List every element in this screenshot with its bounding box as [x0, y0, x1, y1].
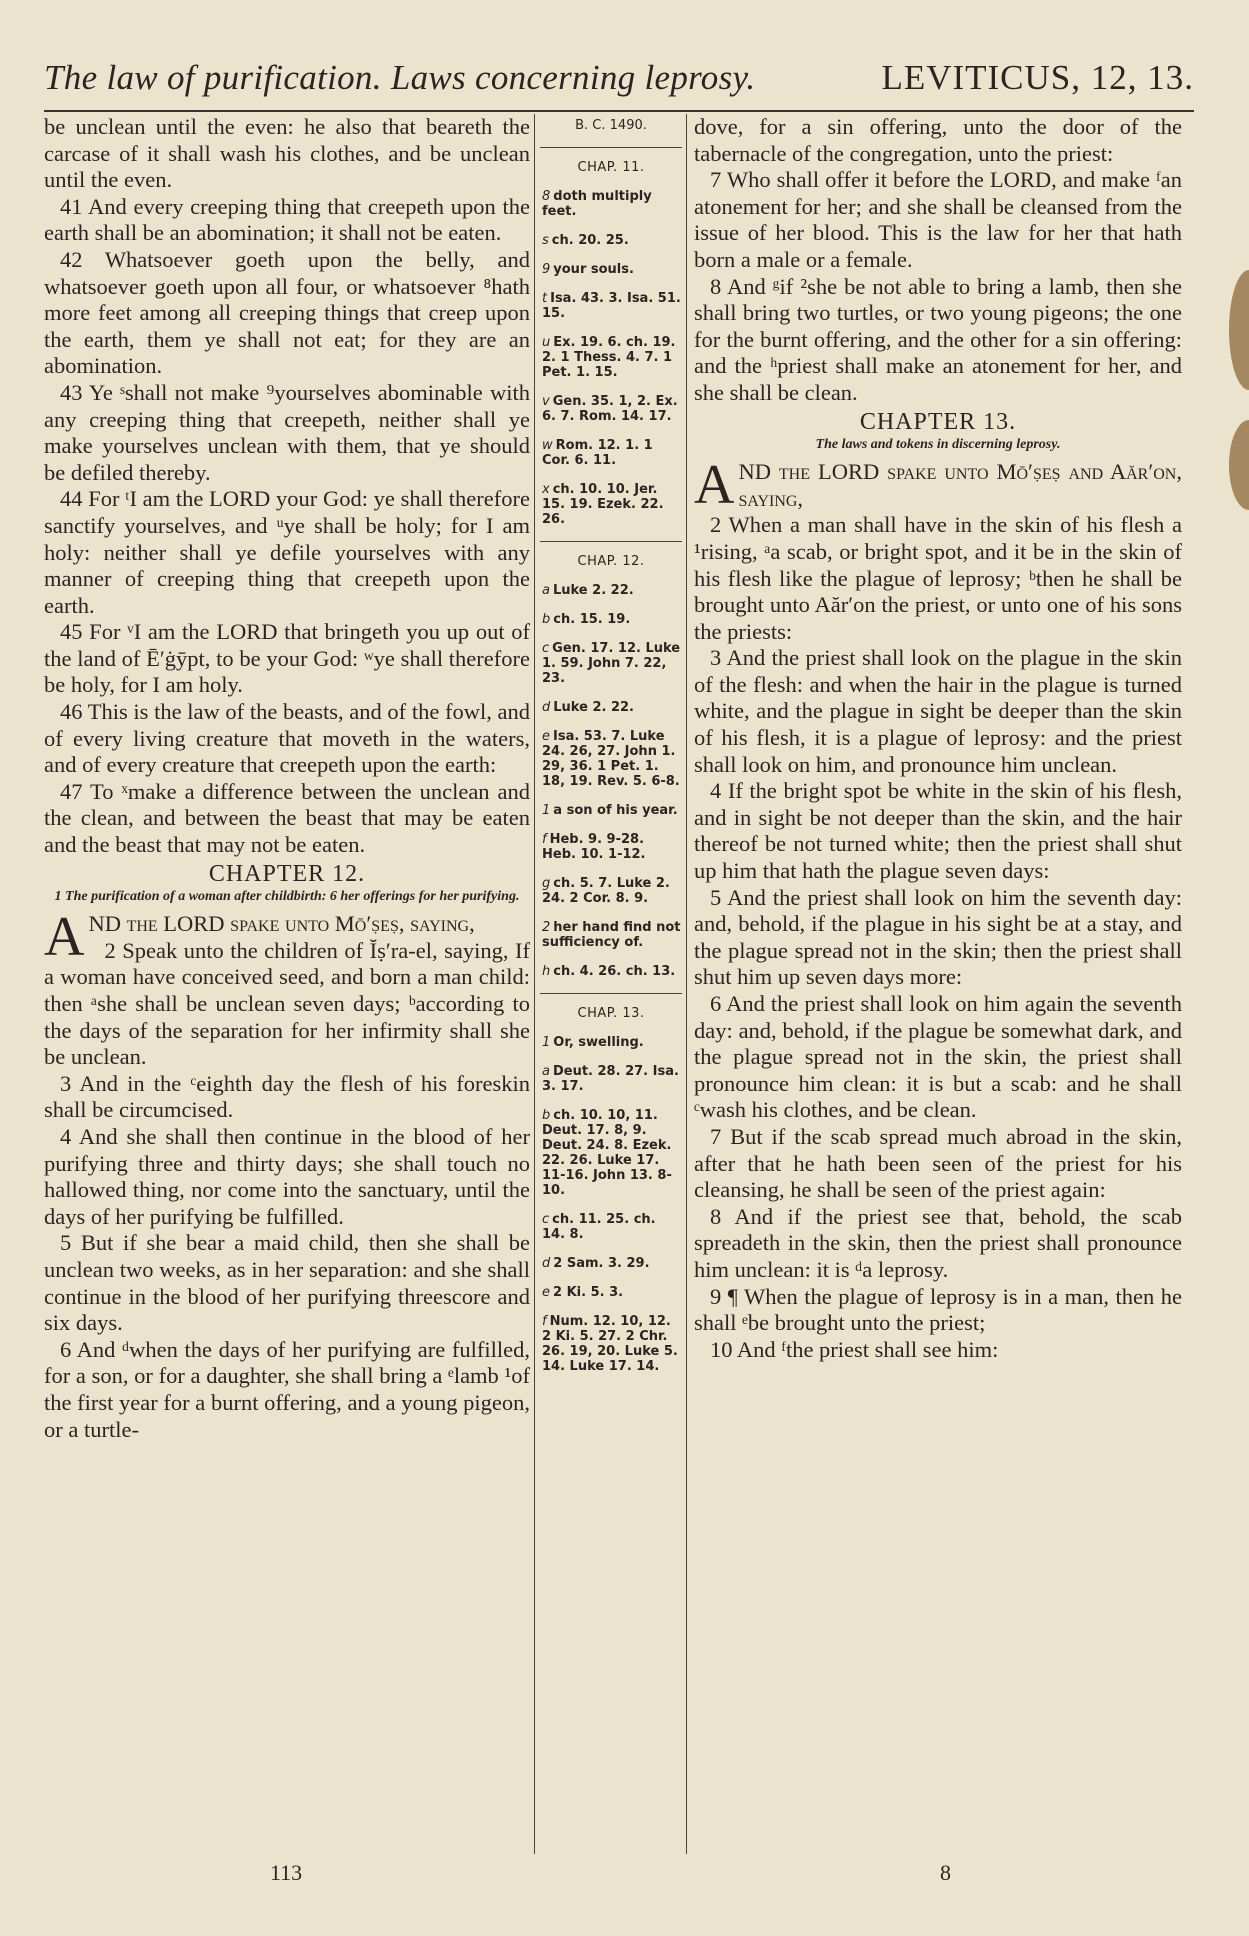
- ref-key: d: [542, 700, 551, 715]
- verse: 41 And every creeping thing that creepeth upon the earth shall be an abomination; it shall not be eaten.: [44, 193, 530, 246]
- verse: 7 Who shall offer it before the LORD, and make ᶠan atonement for her; and she shall be cleansed from the issue of her blood. This is the law for her that hath born a male or a female.: [694, 167, 1182, 272]
- ref-key: 2: [542, 920, 551, 935]
- ref-text: Gen. 17. 12. Luke 1. 59. John 7. 22, 23.: [542, 641, 681, 686]
- verse: 47 To ˣmake a difference between the unclean and the clean, and between the beast that may be eaten and the beast that may not be eaten.: [44, 778, 530, 858]
- ref-key: f: [542, 1314, 547, 1329]
- verse: 8 And ᵍif ²she be not able to bring a lamb, then she shall bring two turtles, or two young pigeons; the one for the burnt offering, and the other for a sin offering: and the ʰpriest shall make an atonement for her, and she shall be clean.: [694, 273, 1182, 405]
- verse: 2 Speak unto the children of Ĭṣ′ra-el, saying, If a woman have conceived seed, and born a man child: then ᵃshe shall be unclean seven days; ᵇaccording to the days of the separation for her infirmity shall she be unclean.: [44, 937, 530, 1070]
- column-divider-left: [534, 114, 535, 1854]
- ref-text: ch. 20. 25.: [551, 233, 629, 248]
- ref-item: [540, 1035, 682, 1050]
- ref-item: [540, 335, 682, 380]
- ref-rule: [540, 147, 682, 148]
- ref-chapter-13-head: CHAP. 13.: [577, 1006, 645, 1021]
- ref-text: Isa. 43. 3. Isa. 51. 15.: [542, 291, 681, 321]
- ref-item: [540, 1314, 682, 1374]
- ref-key: g: [542, 876, 551, 891]
- ref-item: [540, 189, 682, 219]
- ref-item: [540, 233, 682, 248]
- ref-item: [540, 482, 682, 527]
- ref-item: [540, 583, 682, 598]
- ref-item: [540, 262, 682, 277]
- ref-text: Ex. 19. 6. ch. 19. 2. 1 Thess. 4. 7. 1 Pet. 1. 15.: [542, 335, 676, 380]
- verse: 43 Ye ˢshall not make ⁹yourselves abominable with any creeping thing that creepeth, neither shall ye make yourselves unclean with them, that ye should be defiled thereby.: [44, 379, 530, 485]
- ref-item: [540, 729, 682, 789]
- ref-text: ch. 10. 10, 11. Deut. 17. 8, 9. Deut. 24. 8. Ezek. 22. 26. Luke 17. 11-16. John 13. 8-10.: [542, 1108, 672, 1198]
- ref-rule: [540, 541, 682, 542]
- ref-text: her hand find not sufficiency of.: [542, 920, 681, 950]
- ref-key: h: [542, 964, 551, 979]
- chapter-13-summary: The laws and tokens in discerning leprosy.: [815, 437, 1061, 453]
- cross-reference-column: [540, 118, 682, 1388]
- verse: dove, for a sin offering, unto the door of the tabernacle of the congregation, unto the priest:: [694, 114, 1182, 166]
- verse: 6 And the priest shall look on him again the seventh day: and, behold, if the plague be somewhat dark, and the plague spread not in the skin, the priest shall pronounce him clean: it is but a scab: and he shall ᶜwash his clothes, and be clean.: [694, 991, 1182, 1123]
- verse: 3 And the priest shall look on the plague in the skin of the flesh: and when the hair in the plague is turned white, and the plague in sight be deeper than the skin of his flesh, it is a plague of leprosy: and the priest shall look on him, and pronounce him unclean.: [694, 645, 1182, 777]
- left-text-column: [44, 114, 530, 1443]
- ref-item: [540, 641, 682, 686]
- ref-item: [540, 612, 682, 627]
- drop-cap: A: [694, 454, 735, 517]
- ref-key: v: [542, 394, 550, 409]
- ref-item: [540, 1256, 682, 1271]
- verse: be unclean until the even: he also that beareth the carcase of it shall wash his clothes, and be unclean until the even.: [44, 114, 530, 193]
- ref-key: u: [542, 335, 551, 350]
- ref-item: [540, 1285, 682, 1300]
- ref-text: Gen. 35. 1, 2. Ex. 6. 7. Rom. 14. 17.: [542, 394, 678, 424]
- ref-item: [540, 1212, 682, 1242]
- verse: 42 Whatsoever goeth upon the belly, and whatsoever goeth upon all four, or whatsoever ⁸hath more feet among all creeping things that creep upon the earth, them ye shall not eat; for they are an abomination.: [44, 246, 530, 379]
- verse: 8 And if the priest see that, behold, the scab spreadeth in the skin, then the priest shall pronounce him unclean: it is ᵈa leprosy.: [694, 1203, 1182, 1282]
- chapter-12-title: CHAPTER 12.: [208, 860, 366, 887]
- page-edge-stain: [1229, 270, 1249, 390]
- ref-text: Rom. 12. 1. 1 Cor. 6. 11.: [542, 438, 653, 468]
- ref-key: e: [542, 1285, 550, 1300]
- ref-text: Num. 12. 10, 12. 2 Ki. 5. 27. 2 Chr. 26. 19, 20. Luke 5. 14. Luke 17. 14.: [542, 1314, 678, 1374]
- verse: 2 When a man shall have in the skin of his flesh a ¹rising, ᵃa scab, or bright spot, and it be in the skin of his flesh like the plague of leprosy; ᵇthen he shall be brought unto Aăr′on the priest, or unto one of his sons the priests:: [694, 512, 1182, 644]
- drop-cap: A: [44, 906, 85, 969]
- ref-item: [540, 1108, 682, 1198]
- header-book-chapter: LEVITICUS, 12, 13.: [881, 58, 1194, 97]
- chapter-12-opening: [44, 906, 530, 969]
- ref-key: 9: [542, 262, 551, 277]
- chapter-12-first-line: ND the LORD spake unto Mō′ṣeṣ, saying,: [88, 911, 475, 937]
- right-text-column: [694, 114, 1182, 1363]
- page-number-left: 113: [270, 1860, 303, 1885]
- header-title: The law of purification. Laws concerning leprosy.: [44, 58, 756, 97]
- ref-item: [540, 964, 682, 979]
- chapter-13-first-line: ND the LORD spake unto Mō′ṣeṣ and Aăr′on, saying,: [738, 459, 1182, 511]
- ref-item: [540, 920, 682, 950]
- ref-key: w: [542, 438, 553, 453]
- verse: 6 And ᵈwhen the days of her purifying are fulfilled, for a son, or for a daughter, she shall bring a ᵉlamb ¹of the first year for a burnt offering, and a young pigeon, or a turtle-: [44, 1336, 530, 1442]
- ref-text: doth multiply feet.: [542, 189, 652, 219]
- ref-key: a: [542, 583, 550, 598]
- ref-item: [540, 803, 682, 818]
- ref-text: Deut. 28. 27. Isa. 3. 17.: [542, 1064, 679, 1094]
- column-divider-right: [686, 114, 687, 1854]
- ref-text: Or, swelling.: [553, 1035, 644, 1050]
- ref-key: f: [542, 832, 547, 847]
- verse: 4 If the bright spot be white in the skin of his flesh, and in sight be not deeper than the skin, and the hair thereof be not turned white; then the priest shall shut up him that hath the plague seven days:: [694, 778, 1182, 884]
- verse: 7 But if the scab spread much abroad in the skin, after that he hath been seen of the priest for his cleansing, he shall be seen of the priest again:: [694, 1123, 1182, 1203]
- verse: 4 And she shall then continue in the blood of her purifying three and thirty days; she shall touch no hallowed thing, nor come into the sanctuary, until the days of her purifying be fulfilled.: [44, 1123, 530, 1229]
- ref-item: [540, 438, 682, 468]
- ref-text: 2 Sam. 3. 29.: [553, 1256, 650, 1271]
- verse: 46 This is the law of the beasts, and of the fowl, and of every living creature that moveth in the waters, and of every creature that creepeth upon the earth:: [44, 699, 530, 778]
- ref-key: b: [542, 612, 551, 627]
- ref-text: ch. 5. 7. Luke 2. 24. 2 Cor. 8. 9.: [542, 876, 670, 906]
- ref-item: [540, 394, 682, 424]
- ref-text: ch. 10. 10. Jer. 15. 19. Ezek. 22. 26.: [542, 482, 664, 527]
- ref-text: ch. 11. 25. ch. 14. 8.: [542, 1212, 656, 1242]
- ref-key: 1: [542, 803, 551, 818]
- ref-key: d: [542, 1256, 551, 1271]
- ref-key: c: [542, 641, 550, 656]
- ref-key: c: [542, 1212, 550, 1227]
- verse: 5 But if she bear a maid child, then she shall be unclean two weeks, as in her separation: and she shall continue in the blood of her purifying threescore and six days.: [44, 1230, 530, 1336]
- page-edge-stain: [1229, 420, 1249, 510]
- ref-item: [540, 291, 682, 321]
- ref-text: your souls.: [553, 262, 634, 277]
- ref-text: Luke 2. 22.: [552, 583, 634, 598]
- ref-rule: [540, 993, 682, 994]
- verse: 10 And ᶠthe priest shall see him:: [710, 1336, 999, 1362]
- verse: 3 And in the ᶜeighth day the flesh of his foreskin shall be circumcised.: [44, 1070, 530, 1123]
- date-reference: B. C. 1490.: [575, 118, 647, 133]
- ref-chapter-11-head: CHAP. 11.: [577, 160, 645, 175]
- verse: 9 ¶ When the plague of leprosy is in a man, then he shall ᵉbe brought unto the priest;: [694, 1283, 1182, 1336]
- chapter-13-opening: [694, 454, 1182, 517]
- ref-item: [540, 1064, 682, 1094]
- verse: 5 And the priest shall look on him the seventh day: and, behold, if the plague in his sight be at a stay, and the plague spread not in the skin; then the priest shall shut him up seven days more:: [694, 884, 1182, 990]
- ref-chapter-12-head: CHAP. 12.: [577, 554, 645, 569]
- ref-key: 1: [542, 1035, 551, 1050]
- header-rule: [44, 110, 1194, 112]
- chapter-13-title: CHAPTER 13.: [859, 408, 1017, 435]
- ref-item: [540, 876, 682, 906]
- ref-text: 2 Ki. 5. 3.: [553, 1285, 624, 1300]
- ref-item: [540, 700, 682, 715]
- chapter-12-summary: 1 The purification of a woman after childbirth: 6 her offerings for her purifying.: [54, 889, 520, 905]
- ref-text: ch. 4. 26. ch. 13.: [553, 964, 676, 979]
- signature-mark: 8: [940, 1860, 951, 1885]
- running-header: [44, 58, 1194, 108]
- ref-text: ch. 15. 19.: [553, 612, 631, 627]
- ref-text: a son of his year.: [553, 803, 678, 818]
- verse: 44 For ᵗI am the LORD your God: ye shall therefore sanctify yourselves, and ᵘye shall be holy; for I am holy: neither shall ye defile yourselves with any manner of creeping thing that creepeth upon the earth.: [44, 486, 530, 618]
- ref-text: Heb. 9. 9-28. Heb. 10. 1-12.: [542, 832, 646, 862]
- ref-key: a: [542, 1064, 550, 1079]
- verse: 45 For ᵛI am the LORD that bringeth you up out of the land of Ē′ġȳpt, to be your God: ʷye shall therefore be holy, for I am holy.: [44, 619, 530, 698]
- ref-key: e: [542, 729, 550, 744]
- ref-key: x: [542, 482, 550, 497]
- ref-text: Isa. 53. 7. Luke 24. 26, 27. John 1. 29, 36. 1 Pet. 1. 18, 19. Rev. 5. 6-8.: [542, 729, 680, 789]
- ref-item: [540, 832, 682, 862]
- ref-text: Luke 2. 22.: [553, 700, 634, 715]
- ref-key: t: [542, 291, 548, 306]
- ref-key: b: [542, 1108, 551, 1123]
- ref-key: 8: [542, 189, 551, 204]
- ref-key: s: [542, 233, 549, 248]
